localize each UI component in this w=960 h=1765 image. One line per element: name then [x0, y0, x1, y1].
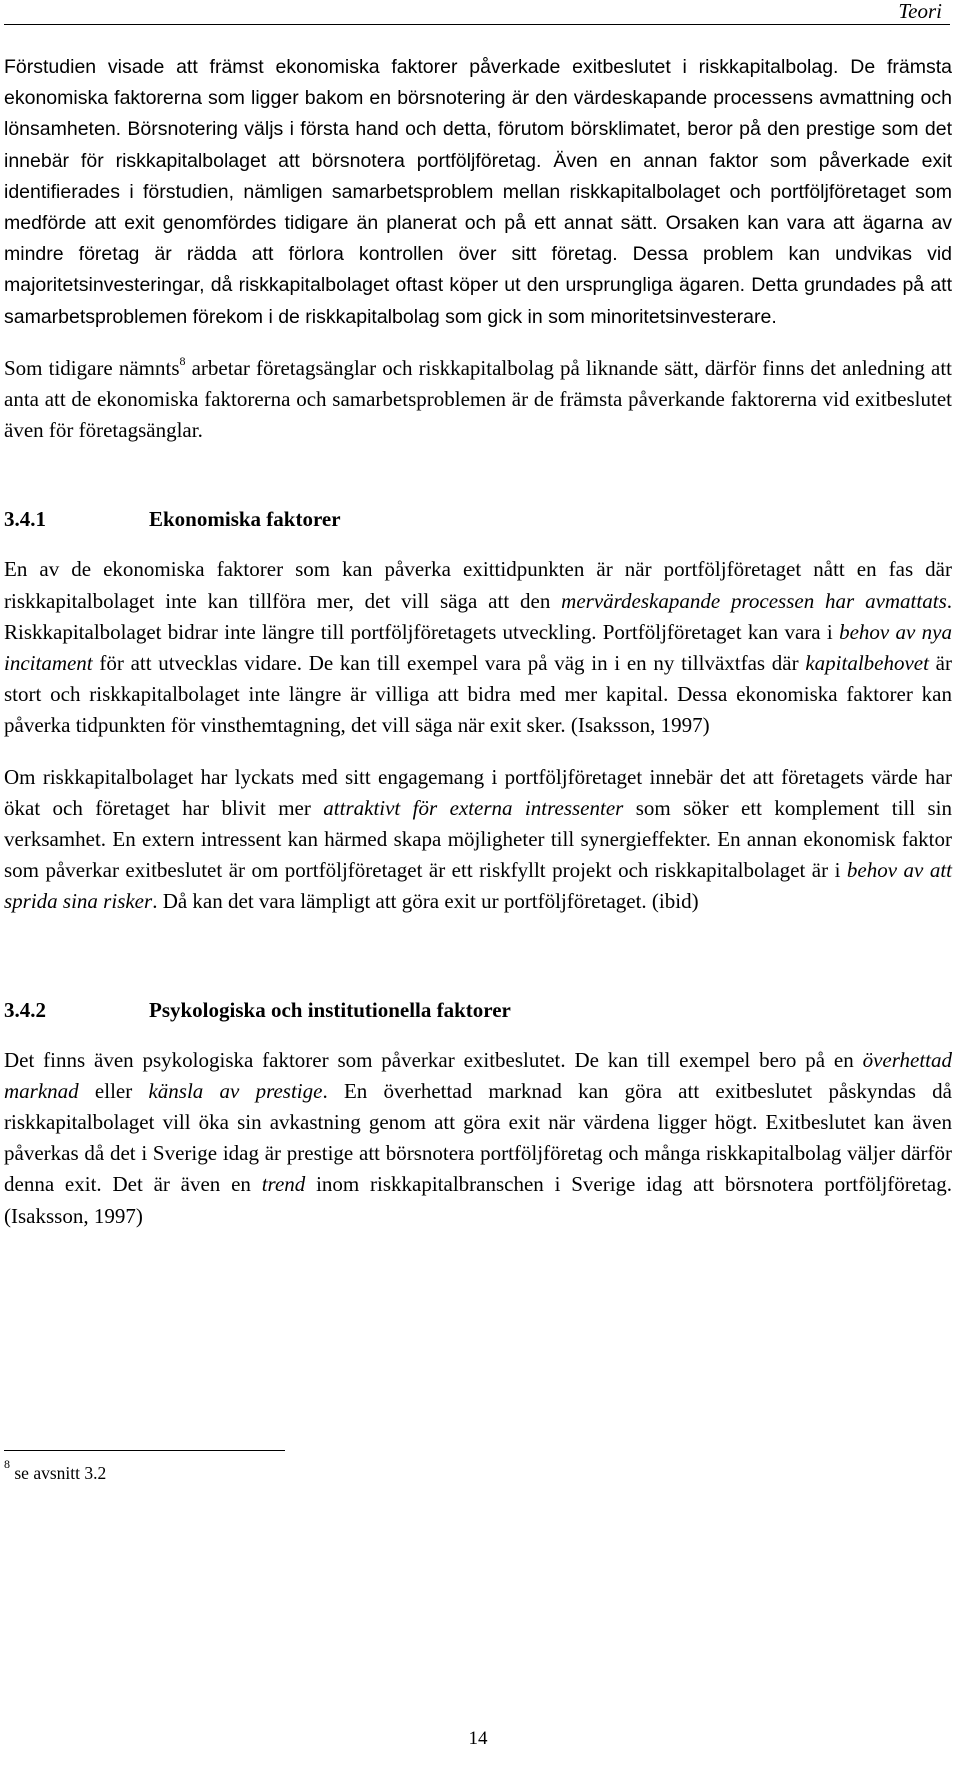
paragraph [4, 1045, 952, 1232]
section-heading [4, 995, 952, 1026]
emphasis-text: mervärdeskapande processen har avmattats [561, 588, 947, 613]
footnote [4, 1457, 107, 1484]
paragraph [4, 52, 952, 333]
text-run: inom riskkapitalbranschen i Sverige idag att börsnotera portföljföretag. (Isaksson, 1997) [4, 1172, 952, 1228]
text-run: . En överhettad marknad kan göra att exitbeslutet påskyndas då riskkapitalbolaget vill öka sin avkastning genom att göra exit när värdena ligger högt. Exitbeslutet kan även påverkas då det i Sverige idag är prestige att börsnotera portföljföretag och många riskkapitalbolag väljer därför denna exit. Det är även en [4, 1078, 952, 1197]
emphasis-text: trend [261, 1172, 306, 1197]
text-run: Om riskkapitalbolaget har lyckats med sitt engagemang i portföljföretaget innebär det att företagets värde har ökat och företaget har blivit mer [4, 764, 952, 820]
page-number: 14 [468, 1728, 488, 1749]
section-heading [4, 504, 952, 535]
section-number: 3.4.1 [4, 507, 46, 532]
emphasis-text: överhettad marknad [4, 1047, 952, 1103]
footnote-reference: 8 [179, 353, 186, 368]
text-run: . Riskkapitalbolaget bidrar inte längre till portföljföretagets utveckling. Portföljföretaget kan vara i [4, 588, 952, 644]
text-run: . Då kan det vara lämpligt att göra exit ur portföljföretaget. (ibid) [152, 889, 699, 914]
section-title: Ekonomiska faktorer [149, 507, 341, 532]
paragraph [4, 762, 952, 918]
text-run: arbetar företagsänglar och riskkapitalbolag på liknande sätt, därför finns det anledning att anta att de ekonomiska faktorerna och samarbetsproblemen är de främsta påverkande faktorerna vid exitbeslutet även för företagsänglar. [4, 355, 952, 443]
running-header [4, 0, 950, 25]
document-page [4, 0, 952, 1765]
footnote-divider [4, 1450, 285, 1451]
section-number: 3.4.2 [4, 997, 46, 1022]
header-title: Teori [898, 0, 942, 23]
footnote-text: se avsnitt 3.2 [14, 1463, 107, 1483]
emphasis-text: kapitalbehovet [805, 651, 929, 676]
emphasis-text: behov av att sprida sina risker [4, 858, 952, 914]
text-run: för att utvecklas vidare. De kan till exempel vara på väg in i en ny tillväxtfas där [92, 651, 806, 676]
text-run: eller [78, 1078, 149, 1103]
paragraph [4, 353, 952, 447]
text-run: En av de ekonomiska faktorer som kan påverka exittidpunkten är när portföljföretaget nått en fas där riskkapitalbolaget inte kan tillföra mer, det vill säga att den [4, 557, 952, 613]
footnote-marker: 8 [4, 1457, 10, 1472]
emphasis-text: behov av nya incitament [4, 619, 952, 676]
text-run: Som tidigare nämnts [4, 355, 180, 380]
text-run: som söker ett komplement till sin verksamhet. En extern intressent kan härmed skapa möjligheter till synergieffekter. En annan ekonomisk faktor som påverkar exitbeslutet är om portföljföretaget är ett riskfyllt projekt och riskkapitalbolaget är i [4, 795, 952, 883]
text-run: Förstudien visade att främst ekonomiska faktorer påverkade exitbeslutet i riskkapitalbolag. De främsta ekonomiska faktorerna som ligger bakom en börsnotering är den värdeskapande processens avmattning och lönsamheten. Börsnotering väljs i första hand och detta, förutom börsklimatet, beror på den prestige som det innebär för riskkapitalbolaget att börsnotera portföljföretag. Även en annan faktor som påverkade exit identifierades i förstudien, nämligen samarbetsproblem mellan riskkapitalbolaget och portföljföretaget som medförde att exit genomfördes tidigare än planerat och på ett annat sätt. Orsaken kan vara att ägarna av mindre företag är rädda att förlora kontrollen över sitt företag. Dessa problem kan undvikas vid majoritetsinvesteringar, då riskkapitalbolaget oftast köper ut den ursprungliga ägaren. Detta grundades på att samarbetsproblemen förekom i de riskkapitalbolag som gick in som minoritetsinvesterare. [4, 56, 952, 328]
text-run: är stort och riskkapitalbolaget inte längre är villiga att bidra med mer kapital. Dessa ekonomiska faktorer kan påverka tidpunkten för vinsthemtagning, det vill säga när exit sker. (Isaksson, 1997) [4, 651, 952, 738]
emphasis-text: känsla av prestige [148, 1078, 323, 1103]
emphasis-text: attraktivt för externa intressenter [323, 795, 624, 820]
text-run: Det finns även psykologiska faktorer som påverkar exitbeslutet. De kan till exempel bero på en [4, 1047, 863, 1072]
section-title: Psykologiska och institutionella faktorer [149, 997, 511, 1022]
paragraph [4, 554, 952, 741]
body-text [4, 52, 952, 1232]
